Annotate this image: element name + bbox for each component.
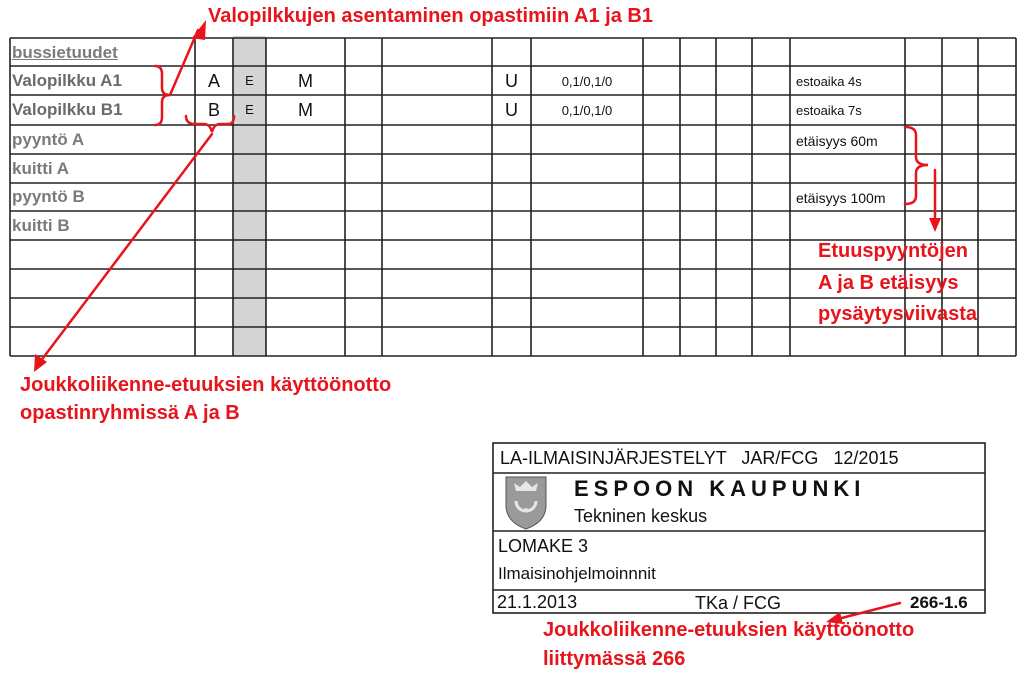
- department-name: Tekninen keskus: [574, 506, 708, 526]
- cell-distance-a: etäisyys 60m: [796, 133, 878, 149]
- cell-u: U: [505, 100, 518, 120]
- drawing-authors: TKa / FCG: [695, 593, 782, 613]
- annotation-right-line2: A ja B etäisyys: [818, 272, 959, 294]
- row-label: Valopilkku B1: [12, 100, 123, 119]
- annotation-right-line3: pysäytysviivasta: [818, 303, 978, 325]
- cell-m: M: [298, 71, 313, 91]
- espoo-coat-of-arms-icon: [506, 477, 546, 529]
- row-label: Valopilkku A1: [12, 71, 122, 90]
- row-label: kuitti B: [12, 216, 70, 235]
- cell-e: E: [245, 73, 254, 88]
- annotation-top: Valopilkkujen asentaminen opastimiin A1 ja B1: [208, 5, 653, 27]
- cell-e: E: [245, 102, 254, 117]
- annotation-bottom-line2: liittymässä 266: [543, 648, 686, 670]
- row-label: pyyntö A: [12, 130, 85, 149]
- row-label: bussietuudet: [12, 43, 118, 62]
- annotation-right-line1: Etuuspyyntöjen: [818, 240, 969, 262]
- form-name: LOMAKE 3: [498, 536, 589, 556]
- cell-group-a: A: [207, 71, 220, 91]
- cell-distance-b: etäisyys 100m: [796, 190, 886, 206]
- annotation-bottom-line1: Joukkoliikenne-etuuksien käyttöönotto: [543, 619, 915, 641]
- drawing-date: 21.1.2013: [497, 592, 578, 612]
- city-name: ESPOON KAUPUNKI: [574, 476, 866, 501]
- row-label: kuitti A: [12, 159, 69, 178]
- annotation-left-line2: opastinryhmissä A ja B: [20, 402, 240, 424]
- cell-timing: 0,1/0,1/0: [561, 103, 613, 118]
- cell-block-time: estoaika 4s: [796, 74, 862, 89]
- cell-timing: 0,1/0,1/0: [561, 74, 613, 89]
- form-description: Ilmaisinohjelmoinnnit: [498, 564, 656, 583]
- cell-group-b: B: [207, 100, 220, 120]
- cell-block-time: estoaika 7s: [796, 103, 862, 118]
- annotation-left-line1: Joukkoliikenne-etuuksien käyttöönotto: [20, 374, 392, 396]
- cell-u: U: [505, 71, 518, 91]
- cell-m: M: [298, 100, 313, 120]
- drawing-number: 266-1.6: [910, 593, 968, 612]
- title-block-header: LA-ILMAISINJÄRJESTELYT JAR/FCG 12/2015: [500, 448, 899, 468]
- row-label: pyyntö B: [12, 187, 85, 206]
